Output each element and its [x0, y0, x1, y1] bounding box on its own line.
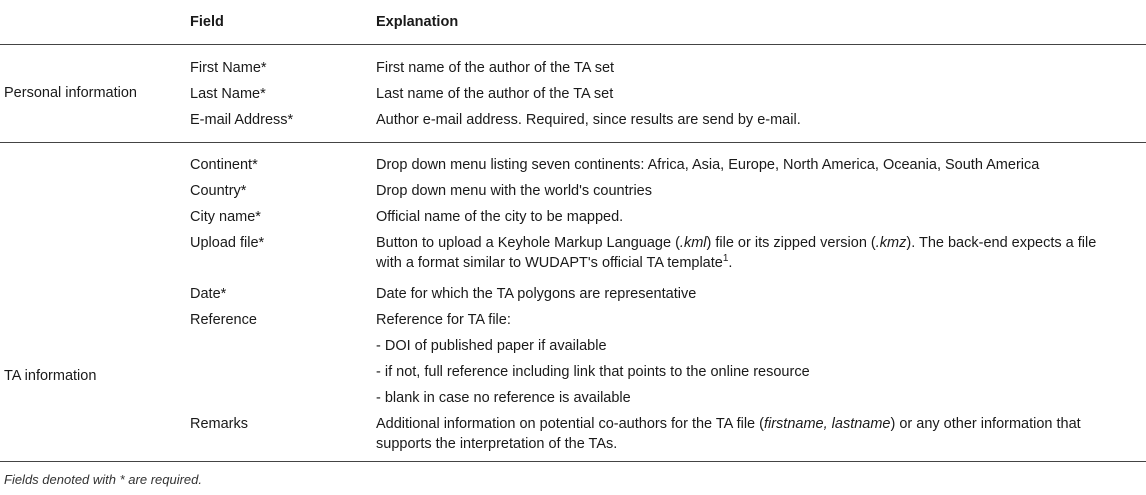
field-reference: Reference	[190, 312, 257, 328]
field-remarks: Remarks	[190, 416, 249, 432]
explanation-city-name: Official name of the city to be mapped.	[376, 209, 624, 225]
field-first-name: First Name*	[190, 60, 267, 76]
header-explanation: Explanation	[376, 14, 459, 30]
explanation-reference-line-2: - DOI of published paper if available	[376, 338, 607, 354]
footnote-marker: 1	[722, 253, 729, 265]
header-rule	[0, 44, 1146, 45]
explanation-upload-file: Button to upload a Keyhole Markup Language (.kml) file or its zipped version (.kmz). The back-end expects a file with a format similar to WUDAPT's official TA template$^1$.	[376, 235, 1097, 271]
field-city-name: City name*	[190, 209, 261, 225]
explanation-remarks: Additional information on potential co-authors for the TA file (firstname, lastname) or any other information that supports the interpretation of the TAs.	[376, 416, 1081, 452]
field-date: Date*	[190, 286, 227, 302]
field-last-name: Last Name*	[190, 86, 266, 102]
explanation-date: Date for which the TA polygons are representative	[376, 286, 697, 302]
section-rule	[0, 142, 1146, 143]
explanation-reference-line-4: - blank in case no reference is available	[376, 390, 631, 406]
field-email: E-mail Address*	[190, 112, 294, 128]
group-personal-information: Personal information	[4, 85, 137, 101]
explanation-email: Author e-mail address. Required, since results are send by e-mail.	[376, 112, 801, 128]
explanation-last-name: Last name of the author of the TA set	[376, 86, 614, 102]
explanation-reference-line-1: Reference for TA file:	[376, 312, 511, 328]
bottom-rule	[0, 461, 1146, 462]
table-footnote: Fields denoted with * are required.	[4, 472, 203, 487]
field-continent: Continent*	[190, 157, 258, 173]
field-upload-file: Upload file*	[190, 235, 265, 251]
explanation-first-name: First name of the author of the TA set	[376, 60, 615, 76]
field-country: Country*	[190, 183, 247, 199]
explanation-country: Drop down menu with the world's countries	[376, 183, 652, 199]
explanation-continent: Drop down menu listing seven continents: Africa, Asia, Europe, North America, Oceania, South America	[376, 157, 1040, 173]
explanation-reference-line-3: - if not, full reference including link that points to the online resource	[376, 364, 810, 380]
group-ta-information: TA information	[4, 368, 97, 384]
header-field: Field	[190, 14, 224, 30]
